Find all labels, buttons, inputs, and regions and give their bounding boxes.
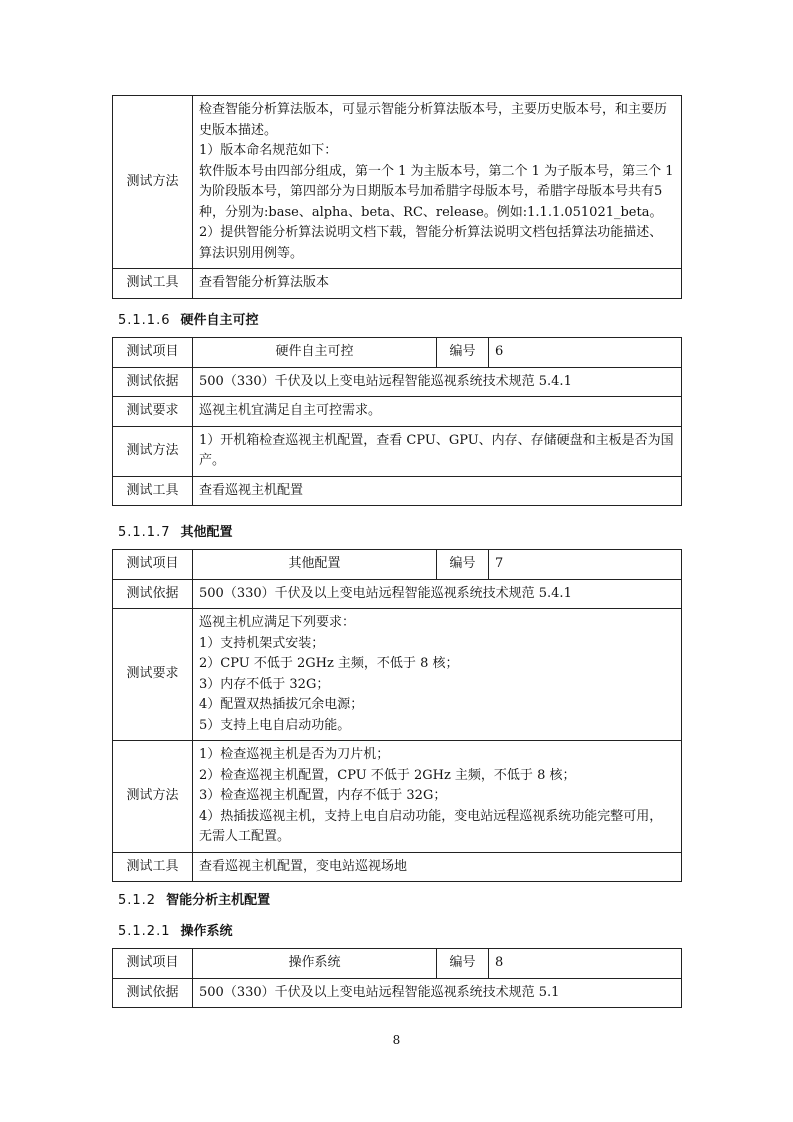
item-value: 硬件自主可控 bbox=[193, 338, 437, 368]
section-number: 5.1.2.1 bbox=[118, 924, 171, 939]
requirement-line: 4）配置双热插拔冗余电源； bbox=[199, 697, 364, 712]
table-row-method bbox=[113, 426, 682, 476]
basis-value: 500（330）千伏及以上变电站远程智能巡视系统技术规范 5.1 bbox=[193, 978, 682, 1008]
spec-table-other-config bbox=[112, 549, 682, 882]
basis-value: 500（330）千伏及以上变电站远程智能巡视系统技术规范 5.4.1 bbox=[193, 367, 682, 397]
table-row-item bbox=[113, 338, 682, 368]
number-value: 6 bbox=[489, 338, 682, 368]
method-label: 测试方法 bbox=[113, 96, 193, 269]
number-value: 7 bbox=[489, 550, 682, 580]
tool-label: 测试工具 bbox=[113, 476, 193, 506]
basis-label: 测试依据 bbox=[113, 978, 193, 1008]
item-label: 测试项目 bbox=[113, 949, 193, 979]
method-label: 测试方法 bbox=[113, 741, 193, 853]
item-value: 操作系统 bbox=[193, 949, 437, 979]
tool-label: 测试工具 bbox=[113, 852, 193, 882]
method-line: 3）检查巡视主机配置，内存不低于 32G； bbox=[199, 788, 447, 803]
tool-value: 查看智能分析算法版本 bbox=[193, 269, 682, 299]
item-label: 测试项目 bbox=[113, 338, 193, 368]
requirement-line: 5）支持上电自启动功能。 bbox=[199, 717, 351, 733]
requirement-cell bbox=[193, 609, 682, 741]
number-label: 编号 bbox=[437, 550, 489, 580]
page-number: 8 bbox=[392, 1033, 401, 1047]
tool-value: 查看巡视主机配置 bbox=[193, 476, 682, 506]
basis-label: 测试依据 bbox=[113, 579, 193, 609]
requirement-line: 1）支持机架式安装； bbox=[199, 635, 325, 651]
section-number: 5.1.1.6 bbox=[118, 313, 171, 328]
table-row-item bbox=[113, 550, 682, 580]
method-line: 2）提供智能分析算法说明文档下载，智能分析算法说明文档包括算法功能描述、算法识别用例等。 bbox=[199, 225, 663, 261]
spec-table-hardware bbox=[112, 337, 682, 506]
table-row-tool bbox=[113, 269, 682, 299]
tool-label: 测试工具 bbox=[113, 269, 193, 299]
requirement-label: 测试要求 bbox=[113, 609, 193, 741]
table-row-tool bbox=[113, 852, 682, 882]
table-row-item bbox=[113, 949, 682, 979]
section-heading-5-1-1-6 bbox=[118, 309, 259, 328]
method-label: 测试方法 bbox=[113, 426, 193, 476]
section-heading-5-1-2-1 bbox=[118, 920, 233, 939]
table-row-method bbox=[113, 96, 682, 269]
section-heading-5-1-2 bbox=[118, 889, 270, 908]
number-label: 编号 bbox=[437, 949, 489, 979]
method-line: 4）热插拔巡视主机，支持上电自启动功能，变电站远程巡视系统功能完整可用，无需人工配置。 bbox=[199, 808, 663, 844]
basis-value: 500（330）千伏及以上变电站远程智能巡视系统技术规范 5.4.1 bbox=[193, 579, 682, 609]
method-line: 2）检查巡视主机配置，CPU 不低于 2GHz 主频，不低于 8 核； bbox=[199, 767, 576, 783]
method-cell bbox=[193, 96, 682, 269]
section-title: 硬件自主可控 bbox=[180, 313, 259, 328]
table-row-tool bbox=[113, 476, 682, 506]
section-number: 5.1.2 bbox=[118, 893, 157, 908]
table-row-method bbox=[113, 741, 682, 853]
table-row-basis bbox=[113, 579, 682, 609]
table-row-requirement bbox=[113, 397, 682, 427]
method-line: 软件版本号由四部分组成，第一个 1 为主版本号，第二个 1 为子版本号，第三个 1 为阶段版本号，第四部分为日期版本号加希腊字母版本号，希腊字母版本号共有5种，分别为:base、alpha、beta、RC、release。例如:1.1.1.051021_beta。 bbox=[199, 163, 674, 220]
item-label: 测试项目 bbox=[113, 550, 193, 580]
table-row-basis bbox=[113, 978, 682, 1008]
section-number: 5.1.1.7 bbox=[118, 525, 171, 540]
table-row-requirement bbox=[113, 609, 682, 741]
method-line: 1）版本命名规范如下： bbox=[199, 143, 338, 158]
method-cell bbox=[193, 741, 682, 853]
requirement-line: 巡视主机应满足下列要求： bbox=[199, 615, 356, 630]
item-value: 其他配置 bbox=[193, 550, 437, 580]
basis-label: 测试依据 bbox=[113, 367, 193, 397]
method-value: 1）开机箱检查巡视主机配置，查看 CPU、GPU、内存、存储硬盘和主板是否为国产。 bbox=[193, 426, 682, 476]
requirement-value: 巡视主机宜满足自主可控需求。 bbox=[193, 397, 682, 427]
requirement-label: 测试要求 bbox=[113, 397, 193, 427]
number-label: 编号 bbox=[437, 338, 489, 368]
requirement-line: 2）CPU 不低于 2GHz 主频，不低于 8 核； bbox=[199, 656, 459, 671]
section-title: 智能分析主机配置 bbox=[166, 893, 271, 908]
number-value: 8 bbox=[489, 949, 682, 979]
method-line: 1）检查巡视主机是否为刀片机； bbox=[199, 747, 390, 762]
method-line: 检查智能分析算法版本，可显示智能分析算法版本号，主要历史版本号，和主要历史版本描述。 bbox=[199, 102, 668, 138]
tool-value: 查看巡视主机配置，变电站巡视场地 bbox=[193, 852, 682, 882]
requirement-line: 3）内存不低于 32G； bbox=[199, 676, 330, 692]
spec-table-algorithm-version bbox=[112, 95, 682, 299]
section-heading-5-1-1-7 bbox=[118, 521, 233, 540]
section-title: 操作系统 bbox=[180, 924, 233, 939]
spec-table-os bbox=[112, 948, 682, 1008]
table-row-basis bbox=[113, 367, 682, 397]
section-title: 其他配置 bbox=[180, 525, 233, 540]
